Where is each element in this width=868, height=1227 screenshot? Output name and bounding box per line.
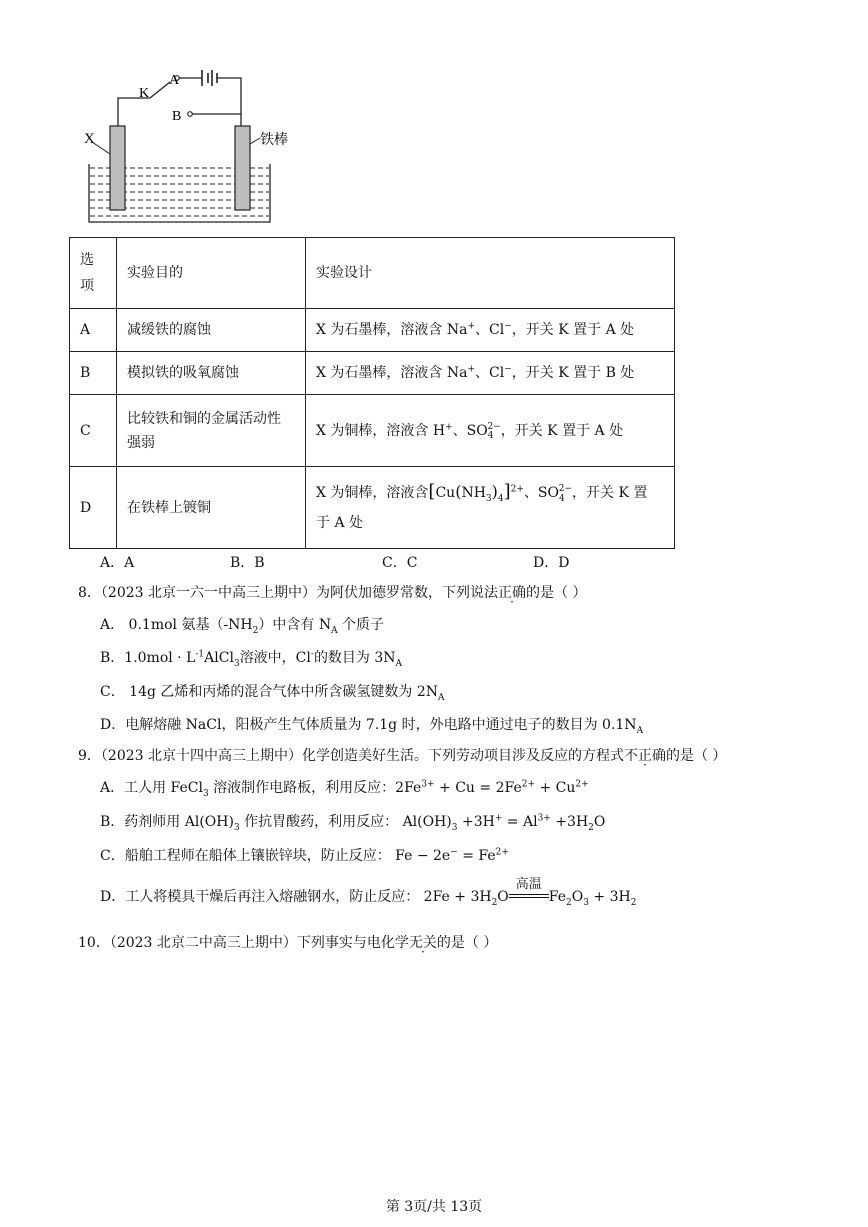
page-footer: 第 3页/共 13页 xyxy=(385,1199,483,1215)
table-row xyxy=(70,309,675,352)
row-goal: 减缓铁的腐蚀 xyxy=(117,309,306,352)
q10-stem: 10．（2023 北京二中高三上期中）下列事实与电化学无关的是（ ） xyxy=(78,935,498,951)
q8-stem: 8．（2023 北京一六一中高三上期中）为阿伏加德罗常数，下列说法正确的是（ ） xyxy=(78,585,587,601)
q9-option-a[interactable]: A．工人用 FeCl$_3$ 溶液制作电路板，利用反应：$2Fe^{3+} + Cu = 2Fe^{2+} + Cu^{2+}$ xyxy=(100,779,589,799)
q8-option-d[interactable]: D．电解熔融 NaCl，阳极产生气体质量为 7.1g 时，外电路中通过电子的数目为 $0.1N_A$ xyxy=(100,717,644,736)
row-goal: 模拟铁的吸氧腐蚀 xyxy=(117,352,306,395)
choice-d[interactable]: D．D xyxy=(533,555,570,571)
emphasis-text: 无关 xyxy=(408,935,437,951)
electrolysis-circuit-diagram xyxy=(80,64,310,226)
row-goal: 比较铁和铜的金属活动性 强弱 xyxy=(117,395,306,467)
table-row xyxy=(70,352,675,395)
choice-b[interactable]: B．B xyxy=(230,555,265,571)
q8-option-a[interactable]: A． 0.1mol 氨基$(-NH_2)$中含有 $N_A$ 个质子 xyxy=(100,617,385,636)
header-design: 实验设计 xyxy=(306,238,675,309)
choice-c[interactable]: C．C xyxy=(382,555,418,571)
row-design: X 为铜棒，溶液含$[Cu(NH_3)_4]^{2+}$、$SO_4^{2-}$，开关 K 置 于 A 处 xyxy=(306,467,675,549)
row-goal: 在铁棒上镀铜 xyxy=(117,467,306,549)
svg-text:B: B xyxy=(172,109,182,124)
table-header-row xyxy=(70,238,675,309)
row-option: C xyxy=(70,395,117,467)
q9-option-d[interactable]: D．工人将模具干燥后再注入熔融钢水，防止反应： $2Fe + 3H_2O$ 高温 $Fe_2O_3 + 3H_2$ xyxy=(100,877,637,908)
experiment-table xyxy=(69,237,675,549)
q9-stem: 9．（2023 北京十四中高三上期中）化学创造美好生活。下列劳动项目涉及反应的方程式不正确的是（ ） xyxy=(78,748,727,764)
choice-a[interactable]: A．A xyxy=(100,555,135,571)
svg-text:X: X xyxy=(84,131,95,147)
row-design: X 为铜棒，溶液含 H+、$SO_4^{2-}$，开关 K 置于 A 处 xyxy=(306,395,675,467)
reaction-condition: 高温 xyxy=(509,889,549,905)
row-option: B xyxy=(70,352,117,395)
electrode-x xyxy=(110,126,125,210)
header-goal: 实验目的 xyxy=(117,238,306,309)
row-design: X 为石墨棒，溶液含 Na+、Cl−，开关 K 置于 A 处 xyxy=(306,309,675,352)
row-design: X 为石墨棒，溶液含 Na+、Cl−，开关 K 置于 B 处 xyxy=(306,352,675,395)
emphasis-text: 正确 xyxy=(498,585,526,601)
header-option: 选 项 xyxy=(70,238,117,309)
q9-option-c[interactable]: C．船舶工程师在船体上镶嵌锌块，防止反应： $Fe - 2e^- = Fe^{2+}$ xyxy=(100,847,509,864)
electrode-iron xyxy=(235,126,250,210)
row-option: D xyxy=(70,467,117,549)
row-option: A xyxy=(70,309,117,352)
svg-text:铁棒: 铁棒 xyxy=(260,132,288,148)
svg-text:A: A xyxy=(169,73,180,88)
q9-option-b[interactable]: B．药剂师用 $Al(OH)_3$ 作抗胃酸药，利用反应： $Al(OH)_3 +3H^+ = Al^{3+} +3H_2O$ xyxy=(100,813,606,833)
q8-option-b[interactable]: B．$1.0mol \cdot L^{-1}AlCl_3$溶液中，Cl-的数目为 $3N_A$ xyxy=(100,649,403,669)
table-row xyxy=(70,467,675,549)
table-row xyxy=(70,395,675,467)
q8-option-c[interactable]: C． 14g 乙烯和丙烯的混合气体中所含碳氢键数为 $2N_A$ xyxy=(100,684,445,703)
svg-text:K: K xyxy=(139,86,150,101)
emphasis-text: 不正确 xyxy=(623,748,666,764)
